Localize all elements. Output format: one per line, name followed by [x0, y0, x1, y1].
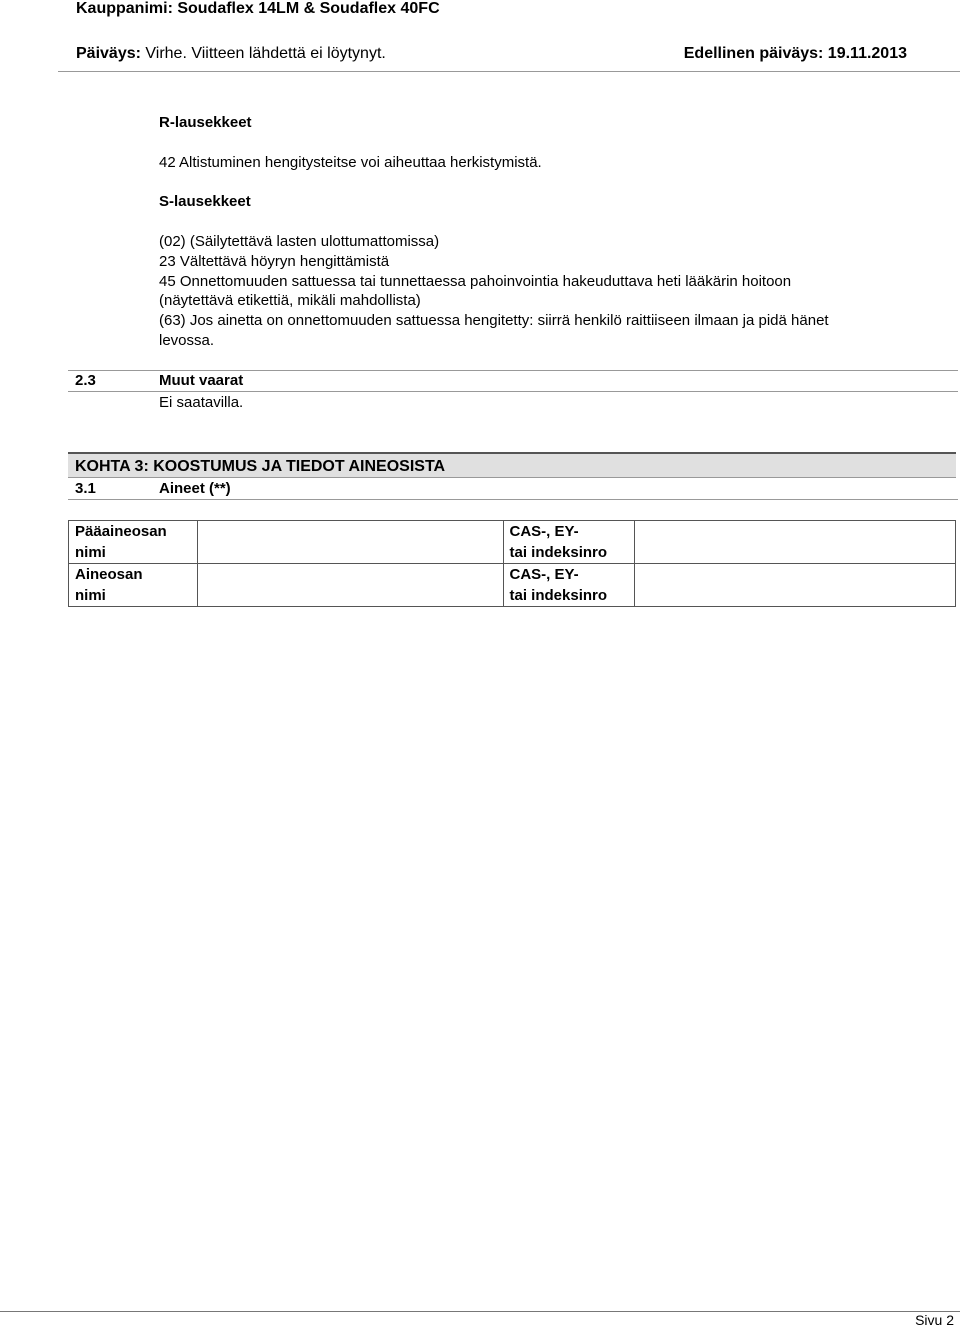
ingredients-table	[68, 520, 956, 607]
page-number: Sivu 2	[915, 1312, 954, 1328]
header-divider	[58, 71, 960, 72]
label-line: nimi	[75, 587, 106, 604]
main-ingredient-name-value	[197, 521, 503, 564]
main-ingredient-name-label	[69, 521, 198, 564]
section-number: 2.3	[75, 372, 96, 389]
ingredient-id-label	[503, 564, 635, 607]
s-phrase-line: (63) Jos ainetta on onnettomuuden sattuessa hengitetty: siirrä henkilö raittiiseen ilmaan ja pidä hänet	[159, 312, 829, 329]
section-2-3-text: Ei saatavilla.	[159, 394, 244, 411]
label-line: CAS-, EY-	[509, 523, 579, 540]
section-title: Aineet (**)	[159, 480, 231, 497]
label-line: tai indeksinro	[509, 544, 608, 561]
section-3-1-bottom-rule	[68, 499, 958, 500]
main-ingredient-id-label	[503, 521, 635, 564]
date-line	[76, 45, 386, 63]
s-phrase-line: (näytettävä etikettiä, mikäli mahdollista)	[159, 292, 421, 309]
s-phrase-line: (02) (Säilytettävä lasten ulottumattomissa)	[159, 233, 440, 250]
label-line: Aineosan	[75, 566, 143, 583]
label-line: nimi	[75, 544, 106, 561]
date-label: Päiväys:	[76, 45, 141, 62]
section-3-title: KOHTA 3: KOOSTUMUS JA TIEDOT AINEOSISTA	[75, 458, 446, 475]
trade-name: Kauppanimi: Soudaflex 14LM & Soudaflex 40FC	[76, 0, 440, 17]
table-row	[69, 564, 956, 607]
section-title: Muut vaarat	[159, 372, 244, 389]
section-3-banner	[68, 452, 956, 478]
section-number: 3.1	[75, 480, 96, 497]
ingredient-id-value	[635, 564, 956, 607]
table-row	[69, 521, 956, 564]
s-phrase-line: 45 Onnettomuuden sattuessa tai tunnettaessa pahoinvointia hakeuduttava heti lääkärin hoitoon	[159, 273, 792, 290]
section-2-3-heading	[68, 371, 958, 391]
main-ingredient-id-value	[635, 521, 956, 564]
label-line: tai indeksinro	[509, 587, 608, 604]
previous-date: Edellinen päiväys: 19.11.2013	[683, 45, 907, 62]
s-phrases-heading: S-lausekkeet	[159, 193, 251, 210]
section-3-1-heading	[68, 479, 958, 499]
r-phrases-heading: R-lausekkeet	[159, 114, 252, 131]
ingredient-name-value	[197, 564, 503, 607]
label-line: Pääaineosan	[75, 523, 167, 540]
section-2-3-bottom-rule	[68, 391, 958, 392]
r-phrase-line: 42 Altistuminen hengitysteitse voi aiheuttaa herkistymistä.	[159, 154, 542, 171]
s-phrase-line: 23 Vältettävä höyryn hengittämistä	[159, 253, 390, 270]
date-value: Virhe. Viitteen lähdettä ei löytynyt.	[145, 45, 386, 62]
s-phrase-line: levossa.	[159, 332, 215, 349]
ingredient-name-label	[69, 564, 198, 607]
footer-divider	[0, 1311, 960, 1312]
label-line: CAS-, EY-	[509, 566, 579, 583]
